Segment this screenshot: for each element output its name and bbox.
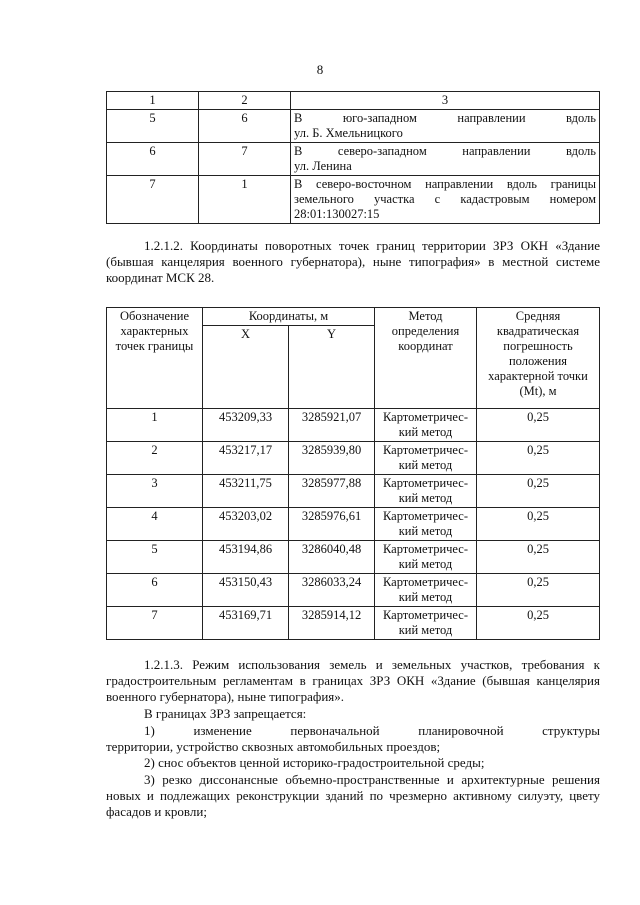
coord-x: 453203,02 (203, 508, 289, 541)
point-id: 3 (107, 475, 203, 508)
coord-x: 453209,33 (203, 409, 289, 442)
point-id: 5 (107, 541, 203, 574)
coord-y: 3285977,88 (289, 475, 375, 508)
coord-x: 453211,75 (203, 475, 289, 508)
header-error: Средняя квадратическая погрешность положения характерной точки (Mt), м (477, 308, 600, 409)
from-point: 5 (107, 110, 199, 143)
description-rest: земельного участка с кадастровым номером 28:01:130027:15 (294, 192, 596, 221)
error: 0,25 (477, 442, 600, 475)
point-id: 6 (107, 574, 203, 607)
table-header-row (107, 92, 600, 110)
coord-x: 453194,86 (203, 541, 289, 574)
table-row (107, 607, 600, 640)
header-coordinates: Координаты, м (203, 308, 375, 326)
prohibited-intro: В границах ЗРЗ запрещается: (144, 706, 307, 721)
method: Картометричес-кий метод (375, 607, 477, 640)
boundary-description-table (106, 91, 600, 224)
coord-x: 453150,43 (203, 574, 289, 607)
prohibited-item-3: 3) резко диссонансные объемно-пространственные и архитектурные решения новых и подлежащих реконструкции зданий по чрезмерно активному силуэту, цвету фасадов и кровли; (106, 772, 600, 819)
from-point: 7 (107, 176, 199, 224)
to-point: 6 (199, 110, 291, 143)
method: Картометричес-кий метод (375, 409, 477, 442)
description-line: В северо-восточном направлении вдоль границы (294, 177, 596, 191)
to-point: 7 (199, 143, 291, 176)
error: 0,25 (477, 541, 600, 574)
table-row (107, 442, 600, 475)
header-y: Y (289, 326, 375, 409)
error: 0,25 (477, 475, 600, 508)
coord-y: 3285914,12 (289, 607, 375, 640)
method: Картометричес-кий метод (375, 475, 477, 508)
coord-y: 3286033,24 (289, 574, 375, 607)
header-point: Обозначение характерных точек границы (107, 308, 203, 409)
coordinates-table (106, 307, 600, 640)
header-method: Метод определения координат (375, 308, 477, 409)
error: 0,25 (477, 607, 600, 640)
header-col-1: 1 (107, 92, 199, 110)
boundary-description (291, 143, 600, 176)
description-rest: ул. Ленина (294, 159, 352, 173)
coord-x: 453169,71 (203, 607, 289, 640)
table-header-row (107, 308, 600, 326)
point-id: 4 (107, 508, 203, 541)
header-col-2: 2 (199, 92, 291, 110)
point-id: 7 (107, 607, 203, 640)
table-row (107, 143, 600, 176)
table-row (107, 541, 600, 574)
method: Картометричес-кий метод (375, 508, 477, 541)
table-row (107, 574, 600, 607)
description-line: В юго-западном направлении вдоль (294, 111, 596, 125)
to-point: 1 (199, 176, 291, 224)
page-number: 8 (316, 62, 324, 77)
prohibited-item-1 (106, 723, 600, 755)
error: 0,25 (477, 409, 600, 442)
table-row (107, 409, 600, 442)
header-x: X (203, 326, 289, 409)
section-1-2-1-3-paragraph: 1.2.1.3. Режим использования земель и земельных участков, требования к градостроительным регламентам в границах ЗРЗ ОКН «Здание (бывшая канцелярия военного губернатора), ныне типография». (106, 657, 600, 704)
boundary-description (291, 110, 600, 143)
error: 0,25 (477, 574, 600, 607)
error: 0,25 (477, 508, 600, 541)
table-row (107, 110, 600, 143)
coord-y: 3285921,07 (289, 409, 375, 442)
point-id: 2 (107, 442, 203, 475)
coord-y: 3286040,48 (289, 541, 375, 574)
table-row (107, 508, 600, 541)
table-row (107, 475, 600, 508)
method: Картометричес-кий метод (375, 541, 477, 574)
coord-y: 3285976,61 (289, 508, 375, 541)
section-1-2-1-2-paragraph: 1.2.1.2. Координаты поворотных точек границ территории ЗРЗ ОКН «Здание (бывшая канцелярия военного губернатора), ныне типография» в местной системе координат МСК 28. (106, 238, 600, 285)
coord-x: 453217,17 (203, 442, 289, 475)
description-rest: ул. Б. Хмельницкого (294, 126, 403, 140)
point-id: 1 (107, 409, 203, 442)
header-col-3: 3 (291, 92, 600, 110)
prohibited-item-2: 2) снос объектов ценной историко-градостроительной среды; (144, 755, 485, 770)
description-line: В северо-западном направлении вдоль (294, 144, 596, 158)
method: Картометричес-кий метод (375, 574, 477, 607)
coord-y: 3285939,80 (289, 442, 375, 475)
item-1-rest: территории, устройство сквозных автомобильных проездов; (106, 739, 441, 754)
boundary-description (291, 176, 600, 224)
from-point: 6 (107, 143, 199, 176)
item-1-first-line: 1) изменение первоначальной планировочной структуры (144, 723, 600, 738)
method: Картометричес-кий метод (375, 442, 477, 475)
table-row (107, 176, 600, 224)
